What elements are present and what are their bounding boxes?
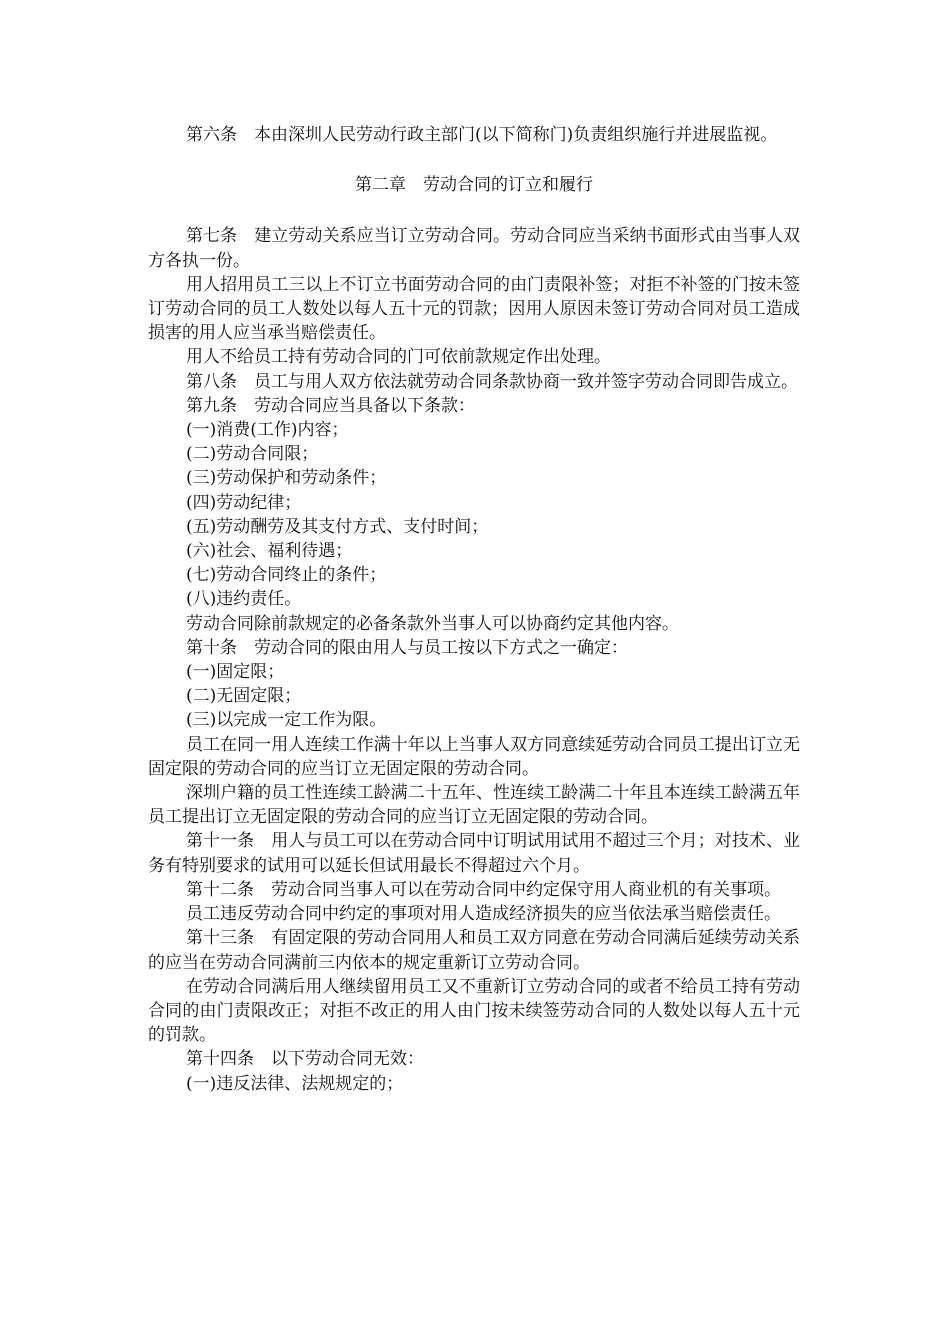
list-item: (二)劳动合同限； — [186, 444, 319, 465]
paragraph: 员工违反劳动合同中约定的事项对用人造成经济损失的应当依法承当赔偿责任。 — [186, 904, 781, 925]
list-item: (一)违反法律、法规规定的； — [186, 1073, 404, 1094]
list-item: (一)固定限； — [186, 662, 285, 683]
paragraph: 用人招用员工三以上不订立书面劳动合同的由门责限补签；对拒不补签的门按未签订劳动合同的员工人数处以每人五十元的罚款；因用人原因未签订劳动合同对员工造成损害的用人应当承当赔偿责任。 — [148, 274, 800, 344]
list-item: (七)劳动合同终止的条件； — [186, 565, 387, 586]
list-item: (二)无固定限； — [186, 686, 302, 707]
chapter-content — [148, 224, 800, 1095]
paragraph: 第七条 建立劳动关系应当订立劳动合同。劳动合同应当采纳书面形式由当事人双方各执一份。 — [148, 226, 800, 271]
list-item: (六)社会、福利待遇； — [186, 541, 353, 562]
paragraph: 第十一条 用人与员工可以在劳动合同中订明试用试用不超过三个月；对技术、业务有特别要求的试用可以延长但试用最长不得超过六个月。 — [148, 831, 800, 876]
paragraph: 第十二条 劳动合同当事人可以在劳动合同中约定保守用人商业机的有关事项。 — [186, 879, 781, 900]
list-item: (三)以完成一定工作为限。 — [186, 710, 387, 731]
paragraph: 在劳动合同满后用人继续留用员工又不重新订立劳动合同的或者不给员工持有劳动合同的由门责限改正；对拒不改正的用人由门按未续签劳动合同的人数处以每人五十元的罚款。 — [148, 976, 800, 1046]
chapter-title: 第二章 劳动合同的订立和履行 — [355, 175, 593, 196]
list-item: (三)劳动保护和劳动条件； — [186, 468, 387, 489]
paragraph: 第八条 员工与用人双方依法就劳动合同条款协商一致并签字劳动合同即告成立。 — [186, 371, 798, 392]
paragraph: 员工在同一用人连续工作满十年以上当事人双方同意续延劳动合同员工提出订立无固定限的劳动合同的应当订立无固定限的劳动合同。 — [148, 734, 800, 779]
paragraph: 第十三条 有固定限的劳动合同用人和员工双方同意在劳动合同满后延续劳动关系的应当在劳动合同满前三内依本的规定重新订立劳动合同。 — [148, 928, 800, 973]
paragraph: 第十四条 以下劳动合同无效： — [186, 1049, 424, 1070]
paragraph: 深圳户籍的员工性连续工龄满二十五年、性连续工龄满二十年且本连续工龄满五年员工提出订立无固定限的劳动合同的应当订立无固定限的劳动合同。 — [148, 783, 800, 828]
list-item: (一)消费(工作)内容； — [186, 420, 349, 441]
document-body — [148, 123, 800, 1096]
list-item: (五)劳动酬劳及其支付方式、支付时间； — [186, 516, 489, 537]
article-6-paragraph: 第六条 本由深圳人民劳动行政主部门(以下简称门)负责组织施行并进展监视。 — [186, 125, 778, 145]
list-item: (四)劳动纪律； — [186, 492, 302, 513]
paragraph: 用人不给员工持有劳动合同的门可依前款规定作出处理。 — [186, 347, 611, 368]
list-item: (八)违约责任。 — [186, 589, 302, 610]
paragraph: 第九条 劳动合同应当具备以下条款： — [186, 395, 475, 416]
paragraph: 劳动合同除前款规定的必备条款外当事人可以协商约定其他内容。 — [186, 613, 679, 634]
paragraph: 第十条 劳动合同的限由用人与员工按以下方式之一确定： — [186, 637, 628, 658]
